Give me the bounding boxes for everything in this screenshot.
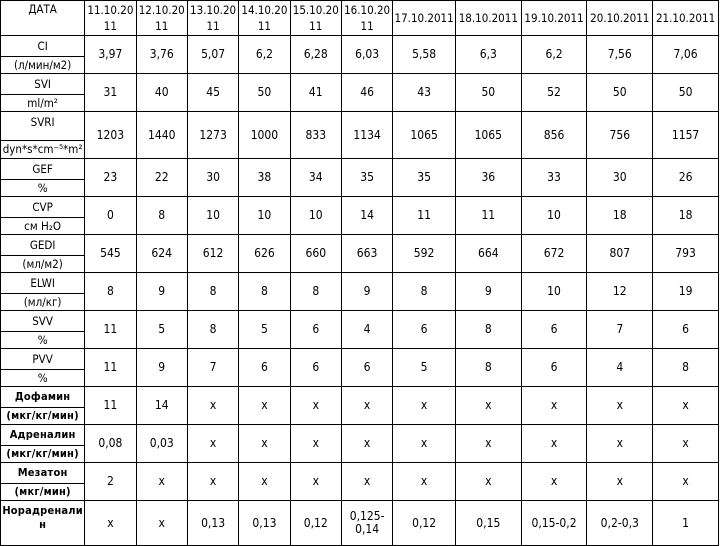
value-cell: x	[521, 387, 587, 425]
parameter-name: PVV	[32, 352, 53, 366]
value-cell: 856	[521, 112, 587, 159]
value-cell: 807	[587, 235, 653, 273]
value-cell: 5	[136, 311, 187, 349]
value-cell: x	[587, 425, 653, 463]
value-cell: 1157	[653, 112, 719, 159]
parameter-name: SVRI	[30, 115, 55, 129]
date-header: 20.10.2011	[587, 1, 653, 36]
value-cell: x	[136, 463, 187, 501]
value-cell: 664	[455, 235, 521, 273]
value-cell: 41	[290, 74, 341, 112]
value-cell: 40	[136, 74, 187, 112]
value-cell: 6	[290, 349, 341, 387]
value-cell: 36	[455, 159, 521, 197]
value-cell: 12	[587, 273, 653, 311]
value-cell: 672	[521, 235, 587, 273]
value-cell: x	[455, 387, 521, 425]
value-cell: x	[187, 425, 238, 463]
parameter-unit: (мкг/кг/мин)	[1, 407, 84, 424]
value-cell: x	[290, 387, 341, 425]
value-cell: 52	[521, 74, 587, 112]
value-cell: 0,15	[455, 501, 521, 546]
value-cell: 6,03	[341, 36, 392, 74]
value-cell: 9	[455, 273, 521, 311]
value-cell: x	[341, 425, 392, 463]
table-row	[1, 235, 719, 273]
value-cell: 10	[521, 197, 587, 235]
value-cell: 0,13	[239, 501, 290, 546]
value-cell: 10	[521, 273, 587, 311]
row-label	[1, 349, 85, 387]
value-cell: 592	[393, 235, 456, 273]
date-header: 12.10.2011	[136, 1, 187, 36]
table-row	[1, 349, 719, 387]
table-row	[1, 387, 719, 425]
parameter-unit: ml/m²	[1, 94, 84, 111]
value-cell: 8	[187, 273, 238, 311]
value-cell: 756	[587, 112, 653, 159]
row-label	[1, 311, 85, 349]
parameter-name: CVP	[32, 200, 53, 214]
table-row	[1, 197, 719, 235]
table-row	[1, 273, 719, 311]
value-cell: 0,12	[393, 501, 456, 546]
value-cell: 45	[187, 74, 238, 112]
parameter-unit: %	[1, 369, 84, 386]
value-cell: x	[341, 387, 392, 425]
date-header-label: ДАТА	[1, 1, 85, 36]
value-cell: 14	[136, 387, 187, 425]
value-cell: 5	[239, 311, 290, 349]
parameter-unit: (мкг/кг/мин)	[1, 445, 84, 462]
row-label	[1, 197, 85, 235]
date-header: 17.10.2011	[393, 1, 456, 36]
row-label	[1, 74, 85, 112]
value-cell: 50	[239, 74, 290, 112]
value-cell: 0,125-0,14	[341, 501, 392, 546]
value-cell: 1440	[136, 112, 187, 159]
value-cell: 9	[341, 273, 392, 311]
value-cell: 8	[85, 273, 136, 311]
value-cell: 18	[587, 197, 653, 235]
value-cell: x	[653, 425, 719, 463]
value-cell: 10	[239, 197, 290, 235]
value-cell: 4	[587, 349, 653, 387]
value-cell: x	[521, 425, 587, 463]
value-cell: 5	[393, 349, 456, 387]
row-label	[1, 112, 85, 159]
value-cell: 8	[187, 311, 238, 349]
value-cell: 0	[85, 197, 136, 235]
value-cell: 0,12	[290, 501, 341, 546]
value-cell: 11	[85, 349, 136, 387]
date-header: 14.10.2011	[239, 1, 290, 36]
value-cell: 50	[653, 74, 719, 112]
row-label	[1, 387, 85, 425]
value-cell: x	[587, 463, 653, 501]
parameter-name: CI	[37, 39, 48, 53]
value-cell: 626	[239, 235, 290, 273]
row-label	[1, 36, 85, 74]
value-cell: 8	[455, 349, 521, 387]
value-cell: 35	[341, 159, 392, 197]
value-cell: 50	[455, 74, 521, 112]
header-row	[1, 1, 719, 36]
value-cell: 50	[587, 74, 653, 112]
value-cell: 6	[521, 311, 587, 349]
value-cell: 0,15-0,2	[521, 501, 587, 546]
value-cell: x	[239, 425, 290, 463]
value-cell: 663	[341, 235, 392, 273]
parameter-unit: (мл/м2)	[1, 255, 84, 272]
value-cell: 1	[653, 501, 719, 546]
value-cell: 8	[653, 349, 719, 387]
value-cell: 6	[341, 349, 392, 387]
table-row	[1, 112, 719, 159]
value-cell: x	[290, 425, 341, 463]
value-cell: 6	[653, 311, 719, 349]
value-cell: 6	[290, 311, 341, 349]
value-cell: 19	[653, 273, 719, 311]
value-cell: 6	[521, 349, 587, 387]
value-cell: 30	[187, 159, 238, 197]
date-header: 19.10.2011	[521, 1, 587, 36]
parameter-name: GEDI	[29, 238, 56, 252]
value-cell: x	[187, 387, 238, 425]
value-cell: x	[85, 501, 136, 546]
value-cell: 0,13	[187, 501, 238, 546]
value-cell: 7,56	[587, 36, 653, 74]
value-cell: 6,2	[521, 36, 587, 74]
value-cell: x	[393, 463, 456, 501]
value-cell: 7	[187, 349, 238, 387]
parameter-name: Адреналин	[9, 428, 76, 441]
value-cell: 1065	[393, 112, 456, 159]
value-cell: x	[136, 501, 187, 546]
date-header: 16.10.2011	[341, 1, 392, 36]
value-cell: 3,76	[136, 36, 187, 74]
value-cell: 6	[239, 349, 290, 387]
row-label	[1, 235, 85, 273]
value-cell: 8	[136, 197, 187, 235]
parameter-unit: (мкг/мин)	[1, 483, 84, 500]
parameter-name: ELWI	[30, 276, 55, 290]
value-cell: 1203	[85, 112, 136, 159]
date-header: 21.10.2011	[653, 1, 719, 36]
value-cell: 18	[653, 197, 719, 235]
value-cell: 22	[136, 159, 187, 197]
value-cell: 6	[393, 311, 456, 349]
value-cell: 35	[393, 159, 456, 197]
value-cell: 793	[653, 235, 719, 273]
parameter-unit: (л/мин/м2)	[1, 56, 84, 73]
value-cell: 0,08	[85, 425, 136, 463]
value-cell: 33	[521, 159, 587, 197]
value-cell: 833	[290, 112, 341, 159]
value-cell: 9	[136, 273, 187, 311]
value-cell: 10	[187, 197, 238, 235]
value-cell: 11	[455, 197, 521, 235]
table-row	[1, 74, 719, 112]
value-cell: x	[455, 425, 521, 463]
row-label	[1, 501, 85, 546]
table-row	[1, 501, 719, 546]
value-cell: x	[239, 463, 290, 501]
value-cell: 8	[239, 273, 290, 311]
value-cell: x	[587, 387, 653, 425]
value-cell: 5,58	[393, 36, 456, 74]
parameter-unit: см H₂O	[1, 217, 84, 234]
value-cell: 624	[136, 235, 187, 273]
value-cell: x	[239, 387, 290, 425]
value-cell: 1065	[455, 112, 521, 159]
value-cell: x	[455, 463, 521, 501]
value-cell: 34	[290, 159, 341, 197]
value-cell: x	[521, 463, 587, 501]
value-cell: x	[341, 463, 392, 501]
value-cell: 14	[341, 197, 392, 235]
parameter-unit: %	[1, 331, 84, 348]
value-cell: 30	[587, 159, 653, 197]
parameter-name: Мезатон	[17, 466, 68, 479]
row-label	[1, 159, 85, 197]
value-cell: 545	[85, 235, 136, 273]
value-cell: 11	[85, 387, 136, 425]
value-cell: 2	[85, 463, 136, 501]
value-cell: 10	[290, 197, 341, 235]
value-cell: 6,28	[290, 36, 341, 74]
value-cell: 6,3	[455, 36, 521, 74]
value-cell: x	[290, 463, 341, 501]
table-row	[1, 463, 719, 501]
parameter-unit: (мл/кг)	[1, 293, 84, 310]
value-cell: 3,97	[85, 36, 136, 74]
value-cell: 9	[136, 349, 187, 387]
value-cell: 7,06	[653, 36, 719, 74]
value-cell: 11	[393, 197, 456, 235]
table-row	[1, 311, 719, 349]
parameter-name: GEF	[32, 162, 53, 176]
value-cell: x	[653, 387, 719, 425]
value-cell: 8	[393, 273, 456, 311]
value-cell: 46	[341, 74, 392, 112]
date-header: 11.10.2011	[85, 1, 136, 36]
value-cell: x	[393, 387, 456, 425]
parameter-name: SVV	[32, 314, 53, 328]
value-cell: 1273	[187, 112, 238, 159]
value-cell: 0,03	[136, 425, 187, 463]
value-cell: 31	[85, 74, 136, 112]
value-cell: x	[653, 463, 719, 501]
value-cell: 4	[341, 311, 392, 349]
value-cell: 1000	[239, 112, 290, 159]
parameter-name: SVI	[34, 77, 51, 91]
value-cell: 660	[290, 235, 341, 273]
table-row	[1, 36, 719, 74]
parameter-name: Норадреналин	[2, 504, 83, 531]
value-cell: x	[187, 463, 238, 501]
row-label	[1, 463, 85, 501]
date-header: 15.10.2011	[290, 1, 341, 36]
value-cell: 8	[290, 273, 341, 311]
table-row	[1, 159, 719, 197]
value-cell: 43	[393, 74, 456, 112]
row-label	[1, 425, 85, 463]
value-cell: 6,2	[239, 36, 290, 74]
parameter-unit: dyn*s*cm⁻⁵*m²	[2, 142, 83, 156]
value-cell: 0,2-0,3	[587, 501, 653, 546]
value-cell: 11	[85, 311, 136, 349]
parameter-unit: %	[1, 179, 84, 196]
parameter-name: Дофамин	[14, 390, 71, 403]
date-header: 13.10.2011	[187, 1, 238, 36]
table-row	[1, 425, 719, 463]
date-header: 18.10.2011	[455, 1, 521, 36]
value-cell: 1134	[341, 112, 392, 159]
value-cell: 26	[653, 159, 719, 197]
table-body	[1, 1, 719, 546]
value-cell: 7	[587, 311, 653, 349]
row-label	[1, 273, 85, 311]
value-cell: 23	[85, 159, 136, 197]
value-cell: x	[393, 425, 456, 463]
value-cell: 612	[187, 235, 238, 273]
value-cell: 38	[239, 159, 290, 197]
value-cell: 5,07	[187, 36, 238, 74]
value-cell: 8	[455, 311, 521, 349]
